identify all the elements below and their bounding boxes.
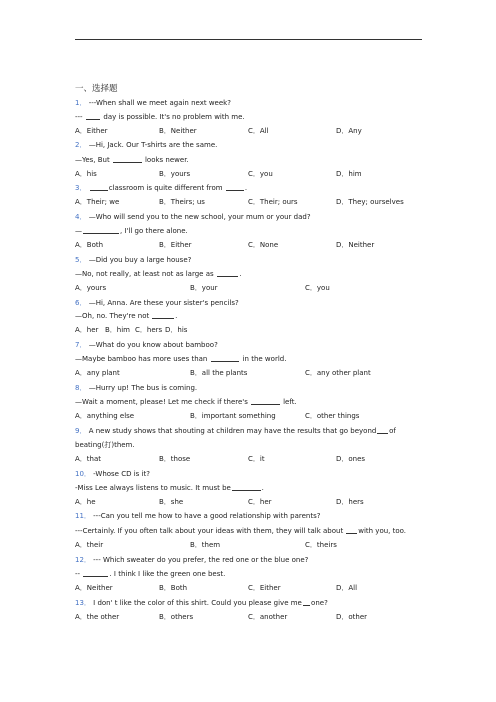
option-a[interactable]: A．yours bbox=[75, 284, 107, 292]
question-text: ---Certainly. If you often talk about your ideas with them, they will talk about with you, too. bbox=[75, 527, 407, 535]
section-title: 一、选择题 bbox=[75, 84, 118, 94]
option-c[interactable]: C．you bbox=[305, 284, 330, 292]
option-b[interactable]: B．Both bbox=[159, 584, 188, 592]
option-b[interactable]: B．Neither bbox=[159, 127, 197, 135]
answer-blank bbox=[232, 483, 261, 491]
option-d[interactable]: D．hers bbox=[336, 498, 364, 506]
option-a[interactable]: A．his bbox=[75, 170, 97, 178]
question-text: -Miss Lee always listens to music. It must be . bbox=[75, 484, 264, 492]
question-number: 7． bbox=[75, 341, 87, 349]
question-7-options bbox=[75, 368, 435, 378]
question-text: —Hi, Anna. Are these your sister's pencils? bbox=[88, 299, 239, 307]
header-rule bbox=[75, 39, 422, 40]
question-text: beating(打)them. bbox=[75, 441, 135, 449]
question-text: --- day is possible. It's no problem with me. bbox=[75, 113, 245, 121]
option-d[interactable]: D．other bbox=[336, 613, 368, 621]
question-7-line-1 bbox=[75, 340, 218, 350]
question-11-line-1 bbox=[75, 511, 320, 521]
question-text: —No, not really, at least not as large as . bbox=[75, 270, 242, 278]
option-a[interactable]: A．their bbox=[75, 541, 104, 549]
answer-blank bbox=[83, 569, 108, 577]
option-b[interactable]: B．important something bbox=[190, 412, 276, 420]
question-text: —Wait a moment, please! Let me check if there's left. bbox=[75, 398, 297, 406]
option-b[interactable]: B．she bbox=[159, 498, 184, 506]
option-c[interactable]: C．None bbox=[248, 241, 279, 249]
question-text: -- . I think I like the green one best. bbox=[75, 570, 226, 578]
option-a[interactable]: A．anything else bbox=[75, 412, 135, 420]
option-c[interactable]: C．All bbox=[248, 127, 269, 135]
question-text: —What do you know about bamboo? bbox=[88, 341, 218, 349]
question-text: —Who will send you to the new school, your mum or your dad? bbox=[88, 213, 311, 221]
question-text: —Hi, Jack. Our T-shirts are the same. bbox=[88, 141, 218, 149]
option-b[interactable]: B．your bbox=[190, 284, 218, 292]
question-number: 9． bbox=[75, 427, 87, 435]
question-number: 2． bbox=[75, 141, 87, 149]
answer-blank bbox=[83, 226, 119, 234]
question-9-line-2 bbox=[75, 440, 135, 450]
option-b[interactable]: B．them bbox=[190, 541, 221, 549]
question-8-line-2 bbox=[75, 397, 297, 407]
question-9-options bbox=[75, 454, 435, 464]
option-c[interactable]: C．any other plant bbox=[305, 369, 371, 377]
option-d[interactable]: D．Any bbox=[336, 127, 362, 135]
question-number: 10． bbox=[75, 470, 91, 478]
question-1-options bbox=[75, 126, 435, 136]
option-b[interactable]: B．yours bbox=[159, 170, 191, 178]
option-a[interactable]: A．the other bbox=[75, 613, 120, 621]
option-d[interactable]: D．his bbox=[165, 326, 188, 334]
question-5-options bbox=[75, 283, 435, 293]
question-12-line-1 bbox=[75, 555, 308, 565]
option-c[interactable]: C．Either bbox=[248, 584, 281, 592]
question-text: —Maybe bamboo has more uses than in the world. bbox=[75, 355, 287, 363]
question-6-options bbox=[75, 325, 435, 335]
question-text: ---Can you tell me how to have a good relationship with parents? bbox=[93, 512, 321, 520]
question-1-line-1 bbox=[75, 98, 231, 108]
question-4-line-1 bbox=[75, 212, 311, 222]
question-10-line-1 bbox=[75, 469, 150, 479]
question-number: 12． bbox=[75, 556, 91, 564]
question-12-options bbox=[75, 583, 435, 593]
option-b[interactable]: B．those bbox=[159, 455, 191, 463]
question-2-line-1 bbox=[75, 140, 217, 150]
answer-blank bbox=[251, 397, 280, 405]
question-10-options bbox=[75, 497, 435, 507]
question-5-line-1 bbox=[75, 255, 191, 265]
question-text: ---When shall we meet again next week? bbox=[88, 99, 231, 107]
question-8-line-1 bbox=[75, 383, 197, 393]
answer-blank bbox=[113, 155, 142, 163]
option-c[interactable]: C．Their; ours bbox=[248, 198, 298, 206]
option-b[interactable]: B．all the plants bbox=[190, 369, 248, 377]
question-text: — , I'll go there alone. bbox=[75, 227, 188, 235]
question-13-options bbox=[75, 612, 435, 622]
answer-blank bbox=[90, 183, 108, 191]
option-a[interactable]: A．Either bbox=[75, 127, 108, 135]
option-a[interactable]: A．Their; we bbox=[75, 198, 120, 206]
question-number: 5． bbox=[75, 256, 87, 264]
question-13-line-1 bbox=[75, 598, 328, 608]
question-number: 13． bbox=[75, 599, 91, 607]
option-d[interactable]: D．Neither bbox=[336, 241, 375, 249]
question-2-line-2 bbox=[75, 155, 189, 165]
question-text: —Hurry up! The bus is coming. bbox=[88, 384, 198, 392]
option-d[interactable]: D．him bbox=[336, 170, 362, 178]
answer-blank bbox=[226, 183, 244, 191]
option-a[interactable]: A．he bbox=[75, 498, 96, 506]
question-number: 1． bbox=[75, 99, 87, 107]
question-number: 6． bbox=[75, 299, 87, 307]
answer-blank bbox=[211, 354, 240, 362]
option-d[interactable]: D．All bbox=[336, 584, 358, 592]
question-2-options bbox=[75, 169, 435, 179]
option-b[interactable]: B．Theirs; us bbox=[159, 198, 205, 206]
question-text: —Yes, But looks newer. bbox=[75, 156, 189, 164]
option-a[interactable]: A．that bbox=[75, 455, 102, 463]
question-text: -Whose CD is it? bbox=[93, 470, 150, 478]
option-a[interactable]: A．Neither bbox=[75, 584, 113, 592]
option-d[interactable]: D．ones bbox=[336, 455, 366, 463]
answer-blank bbox=[346, 526, 357, 534]
option-c[interactable]: C．another bbox=[248, 613, 288, 621]
question-number: 3． bbox=[75, 184, 87, 192]
option-c[interactable]: C．you bbox=[248, 170, 273, 178]
question-text: A new study shows that shouting at children may have the results that go beyond of bbox=[88, 427, 396, 435]
answer-blank bbox=[86, 112, 100, 120]
question-3-line-1 bbox=[75, 183, 247, 193]
option-d[interactable]: D．They; ourselves bbox=[336, 198, 404, 206]
option-c[interactable]: C．hers bbox=[135, 326, 163, 334]
option-b[interactable]: B．others bbox=[159, 613, 194, 621]
option-a[interactable]: A．Both bbox=[75, 241, 104, 249]
answer-blank bbox=[152, 311, 174, 319]
question-number: 4． bbox=[75, 213, 87, 221]
question-11-line-2 bbox=[75, 526, 406, 536]
option-a[interactable]: A．any plant bbox=[75, 369, 120, 377]
option-c[interactable]: C．other things bbox=[305, 412, 360, 420]
option-c[interactable]: C．her bbox=[248, 498, 272, 506]
option-c[interactable]: C．it bbox=[248, 455, 265, 463]
question-number: 11． bbox=[75, 512, 91, 520]
question-text: --- Which sweater do you prefer, the red one or the blue one? bbox=[93, 556, 309, 564]
question-text: classroom is quite different from . bbox=[89, 184, 247, 192]
question-1-line-2 bbox=[75, 112, 245, 122]
question-12-line-2 bbox=[75, 569, 225, 579]
option-b[interactable]: B．Either bbox=[159, 241, 192, 249]
question-6-line-1 bbox=[75, 298, 239, 308]
question-7-line-2 bbox=[75, 354, 286, 364]
question-6-line-2 bbox=[75, 311, 177, 321]
question-11-options bbox=[75, 540, 435, 550]
question-5-line-2 bbox=[75, 269, 242, 279]
question-text: —Oh, no. They're not . bbox=[75, 312, 178, 320]
answer-blank bbox=[377, 426, 388, 434]
question-9-line-1 bbox=[75, 426, 396, 436]
option-a[interactable]: A．her bbox=[75, 326, 99, 334]
question-text: —Did you buy a large house? bbox=[88, 256, 192, 264]
question-10-line-2 bbox=[75, 483, 264, 493]
option-b[interactable]: B．him bbox=[105, 326, 131, 334]
option-c[interactable]: C．theirs bbox=[305, 541, 337, 549]
answer-blank bbox=[303, 598, 310, 606]
question-text: I don' t like the color of this shirt. Could you please give me one? bbox=[93, 599, 328, 607]
question-3-options bbox=[75, 197, 435, 207]
answer-blank bbox=[217, 269, 239, 277]
question-8-options bbox=[75, 411, 435, 421]
question-4-options bbox=[75, 240, 435, 250]
question-number: 8． bbox=[75, 384, 87, 392]
question-4-line-2 bbox=[75, 226, 188, 236]
